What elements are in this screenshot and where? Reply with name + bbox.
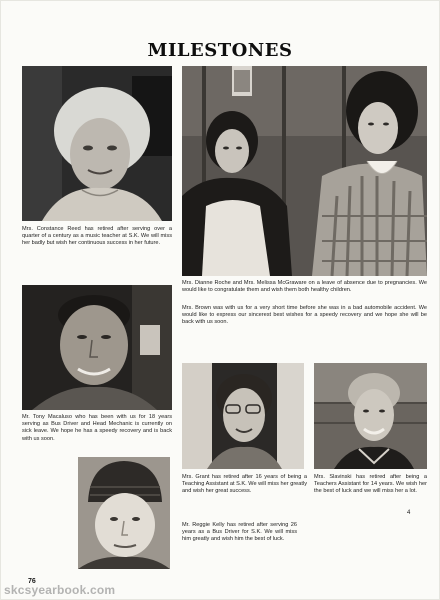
caption-mrs-grant: Mrs. Grant has retired after 16 years of being a Teaching Assistant at S.K. We will miss her greatly and wish her great success. — [182, 474, 307, 495]
photo-roche-mcgraware — [182, 66, 427, 276]
photo-mrs-grant — [182, 363, 304, 469]
photo-mrs-slavinski — [314, 363, 427, 469]
caption-roche-mcgraware: Mrs. Dianne Roche and Mrs. Melissa McGraware on a leave of absence due to pregnancies. We would like to congratulate them and wish them both healthy children. — [182, 280, 427, 294]
photo-reggie-kelly — [78, 457, 170, 569]
photo-constance-reed — [22, 66, 172, 221]
caption-tony-macaluso: Mr. Tony Macaluso who has been with us for 18 years serving as Bus Driver and Head Mechanic is currently on sick leave. We hope he has a speedy recovery and is back with us soon. — [22, 414, 172, 442]
caption-mrs-brown: Mrs. Brown was with us for a very short time before she was in a bad automobile accident. We would like to express our sincerest best wishes for a speedy recovery and we hope she will be back with us soon. — [182, 305, 427, 326]
caption-reggie-kelly: Mr. Reggie Kelly has retired after serving 26 years as a Bus Driver for S.K. We will miss him greatly and wish him the best of luck. — [182, 522, 297, 543]
caption-mrs-slavinski: Mrs. Slavinski has retired after being a Teachers Assistant for 14 years. We wish her the best of luck and we will miss her a lot. — [314, 474, 427, 495]
photo-tony-macaluso — [22, 285, 172, 410]
page-title: MILESTONES — [147, 40, 293, 61]
page-number: 76 — [28, 578, 36, 585]
caption-constance-reed: Mrs. Constance Reed has retired after serving over a quarter of a century as a music teacher at S.K. We will miss her badly but wish her continuous success in her future. — [22, 226, 172, 247]
watermark: skcsyearbook.com — [4, 583, 116, 597]
corner-mark: 4 — [407, 510, 411, 516]
